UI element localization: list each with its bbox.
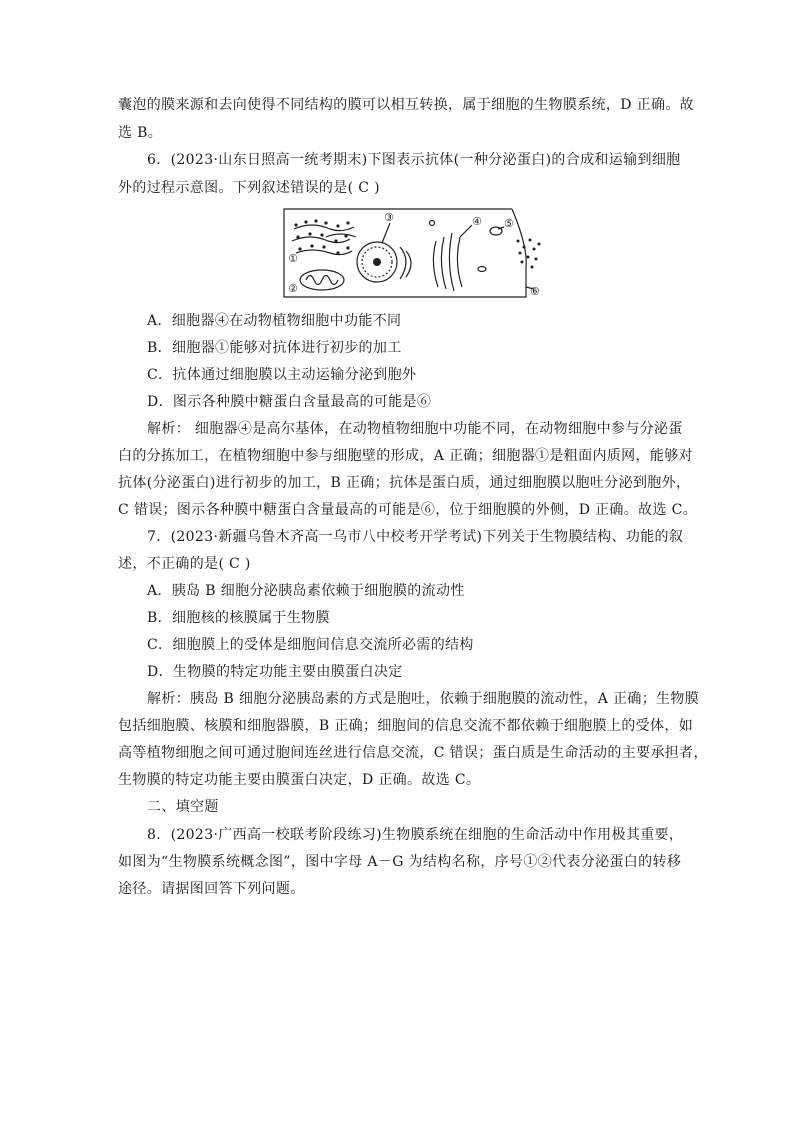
antibody-secretion-diagram	[282, 207, 544, 299]
label-3: ③	[384, 211, 394, 224]
label-6: ⑥	[530, 285, 540, 298]
option-b: B．细胞器①能够对抗体进行初步的加工	[147, 340, 402, 356]
question-6-stem: 外的过程示意图。下列叙述错误的是( C )	[118, 180, 380, 196]
analysis-6: 抗体(分泌蛋白)进行初步的加工，B 正确；抗体是蛋白质，通过细胞膜以胞吐分泌到胞外，	[118, 475, 691, 491]
analysis-6: C 错误；图示各种膜中糖蛋白含量最高的可能是⑥，位于细胞膜的外侧，D 正确。故选 C。	[118, 502, 698, 518]
option-c: C．抗体通过细胞膜以主动运输分泌到胞外	[147, 367, 417, 383]
option-c: C．细胞膜上的受体是细胞间信息交流所必需的结构	[147, 637, 474, 653]
option-a: A．细胞器④在动物植物细胞中功能不同	[147, 313, 402, 329]
section-heading: 二、填空题	[147, 799, 219, 815]
question-8-stem: 8．(2023·广西高一校联考阶段练习)生物膜系统在细胞的生命活动中作用极其重要，	[147, 827, 684, 843]
analysis-7: 解析：胰岛 B 细胞分泌胰岛素的方式是胞吐，依赖于细胞膜的流动性，A 正确；生物膜	[147, 691, 700, 707]
question-8-stem: 如图为“生物膜系统概念图”，图中字母 A－G 为结构名称，序号①②代表分泌蛋白的转移	[118, 854, 682, 870]
label-2: ②	[288, 282, 298, 295]
question-7-stem: 7．(2023·新疆乌鲁木齐高一乌市八中校考开学考试)下列关于生物膜结构、功能的叙	[147, 529, 684, 545]
option-d: D．生物膜的特定功能主要由膜蛋白决定	[147, 664, 403, 680]
text-line: 选 B。	[118, 125, 163, 141]
option-a: A．胰岛 B 细胞分泌胰岛素依赖于细胞膜的流动性	[147, 583, 465, 599]
label-5: ⑤	[504, 217, 514, 230]
text-line: 囊泡的膜来源和去向使得不同结构的膜可以相互转换，属于细胞的生物膜系统，D 正确。故	[118, 97, 695, 113]
question-8-stem: 途径。请据图回答下列问题。	[118, 881, 305, 897]
question-7-stem: 述，不正确的是( C )	[118, 556, 251, 572]
option-d: D．图示各种膜中糖蛋白含量最高的可能是⑥	[147, 394, 432, 410]
label-4: ④	[472, 215, 482, 228]
label-1: ①	[288, 252, 298, 265]
question-6-stem: 6．(2023·山东日照高一统考期末)下图表示抗体(一种分泌蛋白)的合成和运输到细胞	[147, 152, 681, 168]
analysis-7: 生物膜的特定功能主要由膜蛋白决定，D 正确。故选 C。	[118, 772, 481, 788]
analysis-6: 解析： 细胞器④是高尔基体，在动物植物细胞中功能不同，在动物细胞中参与分泌蛋	[147, 421, 683, 437]
option-b: B．细胞核的核膜属于生物膜	[147, 610, 330, 626]
analysis-7: 包括细胞膜、核膜和细胞器膜，B 正确；细胞间的信息交流不都依赖于细胞膜上的受体，如	[118, 718, 694, 734]
analysis-6: 白的分拣加工，在植物细胞中参与细胞壁的形成，A 正确；细胞器①是粗面内质网，能够对	[118, 448, 693, 464]
analysis-7: 高等植物细胞之间可通过胞间连丝进行信息交流，C 错误；蛋白质是生命活动的主要承担者，	[118, 745, 708, 761]
